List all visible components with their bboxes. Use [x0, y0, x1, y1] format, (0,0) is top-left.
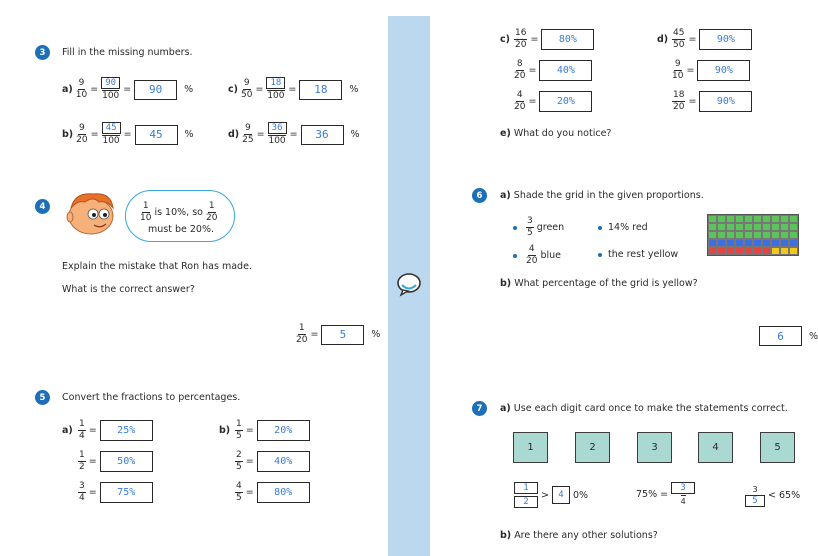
grid-cell[interactable] [771, 247, 780, 255]
answer-box-numerator[interactable]: 18 [266, 77, 285, 89]
answer-box[interactable]: 2 [514, 496, 538, 508]
grid-cell[interactable] [780, 231, 789, 239]
ron-character [63, 190, 121, 240]
q7-statement-3: $\frac{3}{5}$ < 65% [745, 484, 800, 507]
item-label: a) [500, 190, 511, 201]
fraction: $\frac{9}{50}$ [240, 78, 253, 100]
grid-cell[interactable] [735, 215, 744, 223]
fraction: $\frac{16}{20}$ [515, 27, 527, 50]
fraction: $\frac{4}{5}$ [236, 480, 242, 503]
grid-cell[interactable] [789, 223, 798, 231]
grid-cell[interactable] [780, 215, 789, 223]
grid-cell[interactable] [717, 223, 726, 231]
q4-line2: What is the correct answer? [62, 284, 195, 295]
fraction-boxes: $\frac{3}{5}$ [745, 484, 765, 507]
fraction: $\frac{9}{20}$ [76, 123, 88, 145]
grid-cell[interactable] [726, 223, 735, 231]
grid-cell[interactable] [762, 231, 771, 239]
answer-box[interactable]: 5 [321, 325, 364, 345]
grid-cell[interactable] [735, 239, 744, 247]
digit-card-5[interactable]: 5 [760, 432, 795, 463]
fraction: $\frac{3}{5}$ [527, 216, 533, 238]
q7-statement-1: $\frac{1}{2}$ > 4 0% [514, 482, 588, 508]
grid-cell[interactable] [726, 231, 735, 239]
answer-box[interactable]: 4 [552, 486, 570, 504]
grid-cell[interactable] [771, 239, 780, 247]
grid-cell[interactable] [753, 247, 762, 255]
answer-box[interactable]: 80% [257, 482, 310, 503]
grid-cell[interactable] [762, 223, 771, 231]
q6-red: 14% red [598, 222, 648, 233]
question-5-badge: 5 [35, 390, 50, 405]
grid-cell[interactable] [744, 215, 753, 223]
item-label: a) [62, 84, 73, 95]
q5-col-b: $\frac{1}{5}$ = 20% $\frac{2}{5}$ = 40% $\frac{4}{5}$ = 80% [235, 418, 310, 504]
question-7-badge: 7 [472, 401, 487, 416]
answer-box[interactable]: 3 [671, 482, 695, 494]
q7b-text: Are there any other solutions? [514, 530, 658, 541]
q3-item-d: d) $\frac{9}{25}$ = $\frac{36}{100}$ = 36 % [228, 122, 360, 146]
grid-cell[interactable] [708, 239, 717, 247]
grid-cell[interactable] [753, 231, 762, 239]
q5-label-c: c) [500, 34, 510, 45]
fraction: $\frac{45}{50}$ [673, 27, 685, 50]
grid-cell[interactable] [744, 231, 753, 239]
q6-blue: $\frac{4}{20}$ blue [513, 244, 561, 267]
q4-answer: $\frac{1}{20}$ = 5 % [296, 323, 381, 345]
grid-cell[interactable] [780, 247, 789, 255]
fraction: $\frac{9}{10}$ [75, 78, 88, 100]
q6-green: $\frac{3}{5}$ green [513, 216, 564, 239]
answer-box[interactable]: 25% [100, 420, 153, 441]
fraction: $\frac{1}{20}$ [205, 201, 218, 223]
item-label: b) [500, 530, 512, 541]
item-label: b) [62, 129, 74, 140]
item-label: d) [228, 129, 240, 140]
fraction: $\frac{1}{20}$ [296, 323, 308, 345]
answer-box-numerator[interactable]: 90 [101, 77, 120, 89]
grid-cell[interactable] [744, 223, 753, 231]
answer-box[interactable]: 6 [759, 326, 802, 346]
grid-cell[interactable] [717, 231, 726, 239]
fraction: $\frac{1}{2}$ [79, 449, 85, 472]
answer-box[interactable]: 40% [539, 60, 592, 81]
grid-cell[interactable] [735, 247, 744, 255]
fraction-hundredths: $\frac{45}{100}$ [102, 122, 120, 146]
q6-yellow: the rest yellow [598, 249, 678, 260]
grid-cell[interactable] [789, 247, 798, 255]
fraction-hundredths: $\frac{18}{100}$ [267, 77, 285, 101]
answer-box[interactable]: 90 [134, 80, 177, 100]
digit-card-1[interactable]: 1 [513, 432, 548, 463]
grid-cell[interactable] [708, 215, 717, 223]
q7a-prompt [500, 403, 788, 414]
item-label: a) [500, 403, 511, 414]
grid-cell[interactable] [771, 223, 780, 231]
answer-box[interactable]: 90% [699, 91, 752, 112]
grid-cell[interactable] [726, 247, 735, 255]
grid-cell[interactable] [789, 215, 798, 223]
grid-cell[interactable] [726, 239, 735, 247]
grid-cell[interactable] [726, 215, 735, 223]
grid-cell[interactable] [771, 215, 780, 223]
fraction: $\frac{1}{5}$ [236, 418, 242, 441]
grid-cell[interactable] [753, 223, 762, 231]
answer-box[interactable]: 80% [541, 29, 594, 50]
fraction: $\frac{4}{20}$ [514, 89, 526, 112]
q7b-prompt [500, 530, 658, 541]
fraction: $\frac{1}{4}$ [79, 418, 85, 441]
grid-cell[interactable] [780, 223, 789, 231]
question-3-badge: 3 [35, 45, 50, 60]
grid-cell[interactable] [771, 231, 780, 239]
grid-cell[interactable] [762, 215, 771, 223]
grid-cell[interactable] [744, 247, 753, 255]
q5e-text: What do you notice? [513, 128, 612, 139]
q7a-text: Use each digit card once to make the statements correct. [513, 403, 788, 414]
grid-cell[interactable] [717, 215, 726, 223]
question-6-badge: 6 [472, 188, 487, 203]
bubble-text: must be 20%. [148, 224, 214, 235]
q4-line1: Explain the mistake that Ron has made. [62, 261, 252, 272]
grid-cell[interactable] [762, 247, 771, 255]
fraction: $\frac{9}{10}$ [672, 58, 684, 81]
q5-label-a: a) [62, 425, 73, 436]
grid-cell[interactable] [744, 239, 753, 247]
grid-cell[interactable] [780, 239, 789, 247]
answer-box[interactable]: 36 [301, 125, 344, 145]
answer-box[interactable]: 45 [135, 125, 178, 145]
grid-cell[interactable] [708, 231, 717, 239]
fraction: $\frac{4}{20}$ [526, 244, 538, 266]
grid-cell[interactable] [753, 239, 762, 247]
q3-item-a: a) $\frac{9}{10}$ = $\frac{90}{100}$ = 90 % [62, 77, 194, 101]
speech-bubble: $\frac{1}{10}$ is 10%, so $\frac{1}{20}$ must be 20%. [125, 190, 235, 242]
fraction: $\frac{9}{25}$ [242, 123, 254, 145]
fraction-hundredths: $\frac{36}{100}$ [268, 122, 286, 146]
q6b-prompt [500, 278, 698, 289]
hundred-square-grid[interactable] [707, 214, 799, 256]
answer-box-numerator[interactable]: 36 [268, 122, 287, 134]
grid-cell[interactable] [735, 231, 744, 239]
q6a-prompt [500, 190, 704, 201]
answer-box-numerator[interactable]: 45 [102, 122, 121, 134]
question-4-badge: 4 [35, 199, 50, 214]
grid-cell[interactable] [717, 239, 726, 247]
item-label: e) [500, 128, 511, 139]
fraction-boxes: $\frac{3}{4}$ [671, 482, 695, 507]
answer-box[interactable]: 50% [100, 451, 153, 472]
fraction: $\frac{8}{20}$ [514, 58, 526, 81]
q5-col-d: $\frac{45}{50}$ = 90% $\frac{9}{10}$ = 90% $\frac{18}{20}$ = 90% [672, 27, 752, 113]
grid-cell[interactable] [708, 223, 717, 231]
grid-cell[interactable] [708, 247, 717, 255]
q5-label-d: d) [657, 34, 669, 45]
q3-prompt: Fill in the missing numbers. [62, 47, 193, 58]
fraction: $\frac{3}{4}$ [79, 480, 85, 503]
q6a-text: Shade the grid in the given proportions. [513, 190, 704, 201]
q6b-answer: 6 % [759, 326, 818, 346]
digit-card-4[interactable]: 4 [698, 432, 733, 463]
item-label: b) [500, 278, 512, 289]
fraction-hundredths: $\frac{90}{100}$ [102, 77, 120, 101]
q7-statement-2: 75% = $\frac{3}{4}$ [636, 482, 695, 507]
fraction-boxes [514, 482, 538, 508]
grid-cell[interactable] [717, 247, 726, 255]
answer-box[interactable]: 75% [100, 482, 153, 503]
answer-box[interactable]: 20% [539, 91, 592, 112]
q3-item-b: b) $\frac{9}{20}$ = $\frac{45}{100}$ = 45 % [62, 122, 194, 146]
answer-box[interactable]: 1 [514, 482, 538, 494]
grid-cell[interactable] [735, 223, 744, 231]
fraction: $\frac{2}{5}$ [236, 449, 242, 472]
q5e [500, 128, 611, 139]
q5-label-b: b) [219, 425, 231, 436]
answer-box[interactable]: 90% [699, 29, 752, 50]
q6b-text: What percentage of the grid is yellow? [514, 278, 698, 289]
q5-prompt: Convert the fractions to percentages. [62, 392, 241, 403]
discussion-icon [396, 272, 422, 300]
digit-card-2[interactable]: 2 [575, 432, 610, 463]
answer-box[interactable]: 5 [745, 495, 765, 507]
grid-cell[interactable] [762, 239, 771, 247]
q3-item-c: c) $\frac{9}{50}$ = $\frac{18}{100}$ = 18 % [228, 77, 359, 101]
fraction: $\frac{18}{20}$ [673, 89, 685, 112]
q5-col-c: $\frac{16}{20}$ = 80% $\frac{8}{20}$ = 40% $\frac{4}{20}$ = 20% [514, 27, 594, 113]
item-label: c) [228, 84, 238, 95]
digit-card-3[interactable]: 3 [637, 432, 672, 463]
answer-box[interactable]: 40% [257, 451, 310, 472]
answer-box[interactable]: 18 [299, 80, 342, 100]
q5-col-a: $\frac{1}{4}$ = 25% $\frac{1}{2}$ = 50% $\frac{3}{4}$ = 75% [78, 418, 153, 504]
grid-cell[interactable] [753, 215, 762, 223]
fraction: $\frac{1}{10}$ [140, 201, 152, 223]
grid-cell[interactable] [789, 231, 798, 239]
answer-box[interactable]: 20% [257, 420, 310, 441]
grid-cell[interactable] [789, 239, 798, 247]
answer-box[interactable]: 90% [697, 60, 750, 81]
